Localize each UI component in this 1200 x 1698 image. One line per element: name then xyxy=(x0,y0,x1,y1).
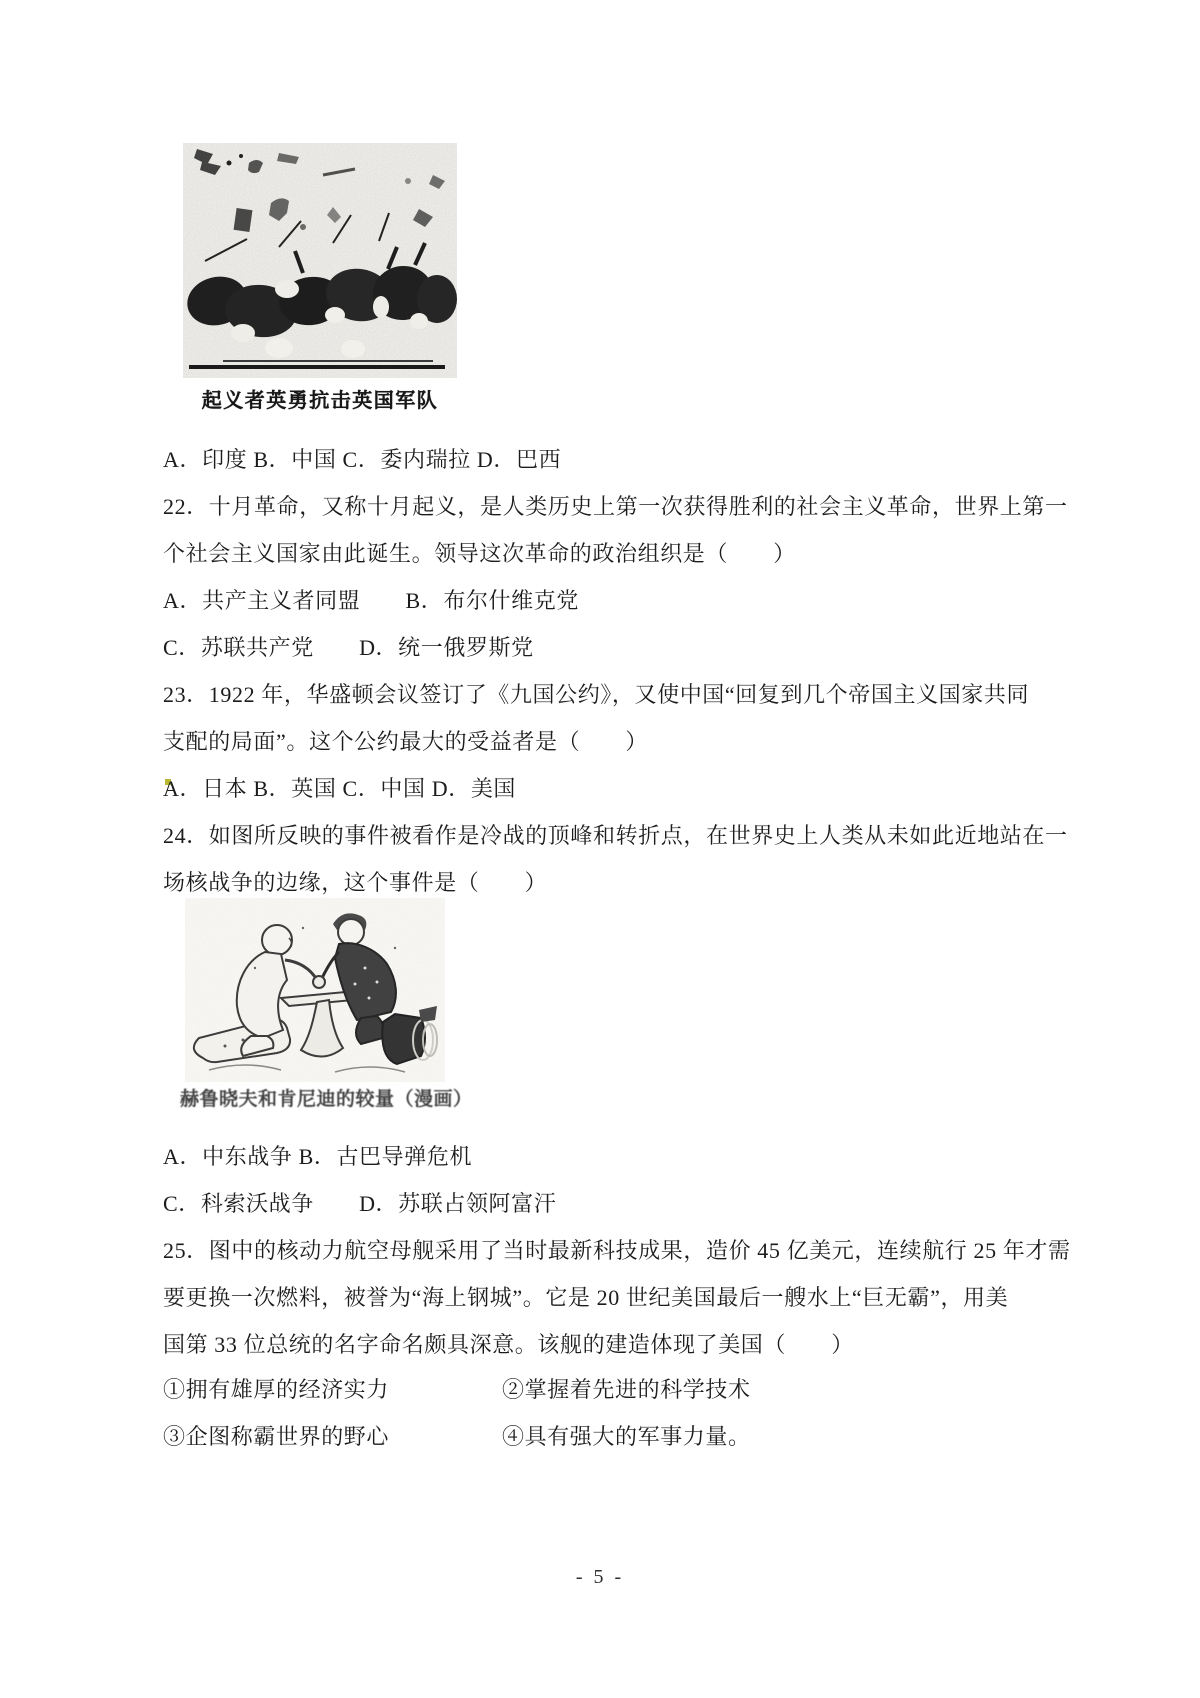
figure-uprising-caption: 起义者英勇抗击英国军队 xyxy=(201,390,439,412)
figure-cartoon-scan xyxy=(185,898,445,1082)
question-24-options-ab: A．中东战争 B．古巴导弹危机 xyxy=(163,1144,473,1169)
page-number: - 5 - xyxy=(575,1566,625,1588)
question-25-items-3-4: ③企图称霸世界的野心 ④具有强大的军事力量。 xyxy=(163,1424,751,1449)
question-24-options-cd: C．科索沃战争 D．苏联占领阿富汗 xyxy=(163,1191,557,1216)
figure-uprising-scan xyxy=(183,143,457,378)
figure-cartoon-caption: 赫鲁晓夫和肯尼迪的较量（漫画） xyxy=(180,1089,473,1110)
question-22-options-ab: A．共产主义者同盟 B．布尔什维克党 xyxy=(163,588,579,613)
question-21-options-line: A．印度 B．中国 C．委内瑞拉 D．巴西 xyxy=(163,447,562,472)
question-22-options-cd: C．苏联共产党 D．统一俄罗斯党 xyxy=(163,635,534,660)
question-24-line-2: 场核战争的边缘，这个事件是（ ） xyxy=(163,870,548,895)
question-25-line-3: 国第 33 位总统的名字命名颇具深意。该舰的建造体现了美国（ ） xyxy=(163,1332,854,1357)
uprising-battle-illustration xyxy=(183,143,457,378)
question-22-line-2: 个社会主义国家由此诞生。领导这次革命的政治组织是（ ） xyxy=(163,541,796,566)
arm-wrestling-cartoon-illustration xyxy=(185,898,445,1082)
question-25-line-2: 要更换一次燃料，被誉为“海上钢城”。它是 20 世纪美国最后一艘水上“巨无霸”，用美 xyxy=(163,1285,1009,1310)
question-23-line-2: 支配的局面”。这个公约最大的受益者是（ ） xyxy=(163,729,648,754)
question-22-line-1: 22．十月革命，又称十月起义，是人类历史上第一次获得胜利的社会主义革命，世界上第一 xyxy=(163,494,1068,519)
question-23-options-line: A．日本 B．英国 C．中国 D．美国 xyxy=(163,776,517,801)
question-25-line-1: 25．图中的核动力航空母舰采用了当时最新科技成果，造价 45 亿美元，连续航行 25 年才需 xyxy=(163,1238,1071,1263)
question-23-line-1: 23．1922 年，华盛顿会议签订了《九国公约》，又使中国“回复到几个帝国主义国家共同 xyxy=(163,682,1030,707)
question-25-items-1-2: ①拥有雄厚的经济实力 ②掌握着先进的科学技术 xyxy=(163,1377,751,1402)
question-24-line-1: 24．如图所反映的事件被看作是冷战的顶峰和转折点，在世界史上人类从未如此近地站在一 xyxy=(163,823,1068,848)
